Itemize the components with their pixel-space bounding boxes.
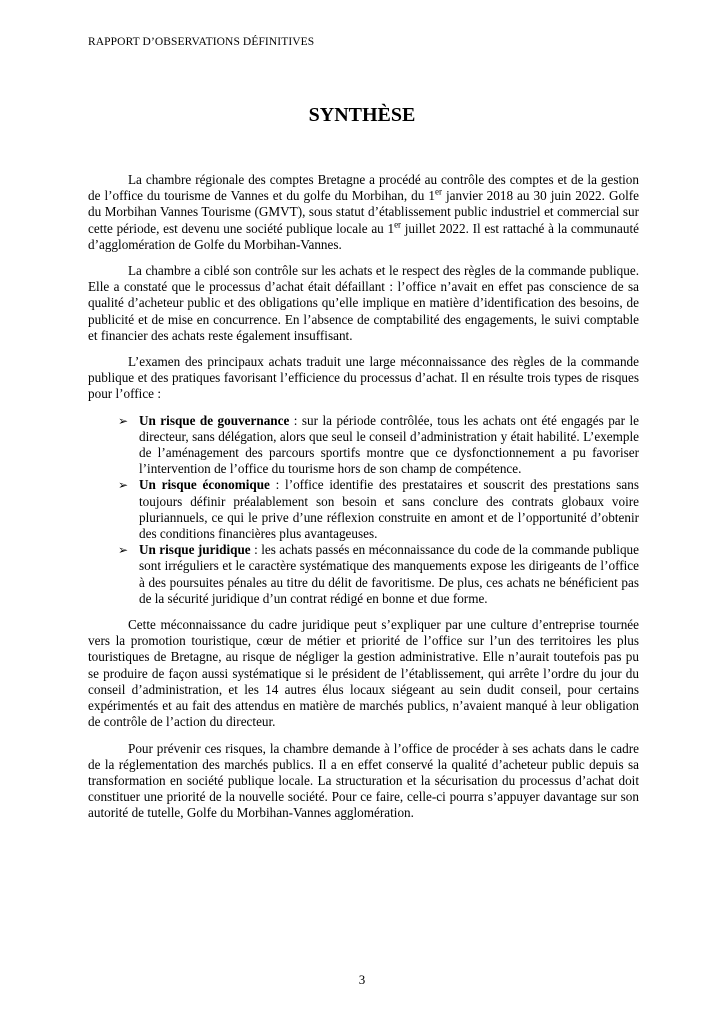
running-header: RAPPORT D’OBSERVATIONS DÉFINITIVES <box>88 36 315 48</box>
list-item-text: : l’office identifie des prestataires et souscrit des prestations sans toujours définir préalablement son besoin et sans conclure des contrats globaux voire pluriannuels, ce qui le prive d’une réflexion construite en amont et de l’opportunité d’obtenir des conditions financières plus avantageuses. <box>139 477 639 542</box>
paragraph-2: La chambre a ciblé son contrôle sur les achats et le respect des règles de la commande publique. Elle a constaté que le processus d’achat était défaillant : l’office n’avait en effet pas conscience de sa qualité d’acheteur public et des obligations qu’elle implique en matière d’identification des besoins, de publicité et de mise en concurrence. En l’absence de comptabilité des engagements, le suivi comptable et financier des achats reste également insuffisant. <box>88 263 639 343</box>
paragraph-5: Pour prévenir ces risques, la chambre demande à l’office de procéder à ses achats dans le cadre de la réglementation des marchés publics. Il a en effet conservé la qualité d’acheteur public depuis sa transformation en société publique locale. La structuration et la sécurisation du processus d’achat doit constituer une priorité de la nouvelle société. Pour ce faire, celle-ci pourra s’appuyer davantage sur son autorité de tutelle, Golfe du Morbihan-Vannes agglomération. <box>88 740 639 821</box>
list-item-heading: Un risque de gouvernance <box>139 412 290 428</box>
paragraph-1-part-a: La chambre régionale des comptes Bretagne a procédé au contrôle des comptes et de la gestion de l’office du tourisme de Vannes et du golfe du Morbihan, du 1 <box>88 172 639 204</box>
list-item-text: : les achats passés en méconnaissance du code de la commande publique sont irréguliers et le caractère systématique des manquements expose les dirigeants de l’office à des poursuites pénales au titre du délit de favoritisme. De plus, ces achats ne bénéficient pas de la sécurité juridique d’un contrat rédigé en bonne et due forme. <box>139 542 640 606</box>
page-number: 3 <box>358 972 366 987</box>
paragraph-1-part-c: juillet 2022. Il est rattaché à la communauté d’agglomération de Golfe du Morbihan-Vannes. <box>88 220 639 252</box>
list-item-text: : sur la période contrôlée, tous les achats ont été engagés par le directeur, sans délégation, alors que seul le conseil d’administration y était habilité. L’exemple de l’aménagement des parcours sportifs montre que ce dysfonctionnement a pu favoriser l’intervention de l’office du tourisme hors de son champ de compétence. <box>139 412 639 477</box>
list-item-heading: Un risque économique <box>139 477 270 493</box>
paragraph-1 <box>88 172 639 253</box>
superscript: er <box>435 186 442 197</box>
paragraph-1-part-b: janvier 2018 au 30 juin 2022. Golfe du Morbihan Vannes Tourisme (GMVT), sous statut d’établissement public industriel et commercial sur cette période, est devenu une société publique locale au 1 <box>88 188 639 236</box>
arrow-right-icon: ➢ <box>118 543 129 558</box>
list-item <box>88 413 639 478</box>
arrow-right-icon: ➢ <box>118 413 129 428</box>
paragraph-4: Cette méconnaissance du cadre juridique peut s’expliquer par une culture d’entreprise tournée vers la promotion touristique, cœur de métier et priorité de l’office sur l’un des territoires les plus touristiques de Bretagne, au risque de négliger la gestion administrative. Elle n’aurait toutefois pas pu se produire de façon aussi systématique si le président de l’établissement, qui arrête l’ordre du jour du conseil d’administration, et les 14 autres élus locaux siégeant au sein dudit conseil, pour certains expérimentés et au fait des attendus en matière de marchés publics, n’avaient manqué à leur obligation de contrôle de l’action du directeur. <box>88 617 639 730</box>
paragraph-3: L’examen des principaux achats traduit une large méconnaissance des règles de la commande publique et des pratiques favorisant l’efficience du processus d’achat. Il en résulte trois types de risques pour l’office : <box>88 354 639 402</box>
page-title: SYNTHÈSE <box>308 104 416 126</box>
list-item-heading: Un risque juridique <box>139 542 251 558</box>
risk-list <box>88 413 639 607</box>
superscript: er <box>394 219 402 230</box>
list-item <box>88 542 639 607</box>
list-item <box>88 477 639 542</box>
body-text <box>88 172 639 822</box>
arrow-right-icon: ➢ <box>118 478 129 493</box>
